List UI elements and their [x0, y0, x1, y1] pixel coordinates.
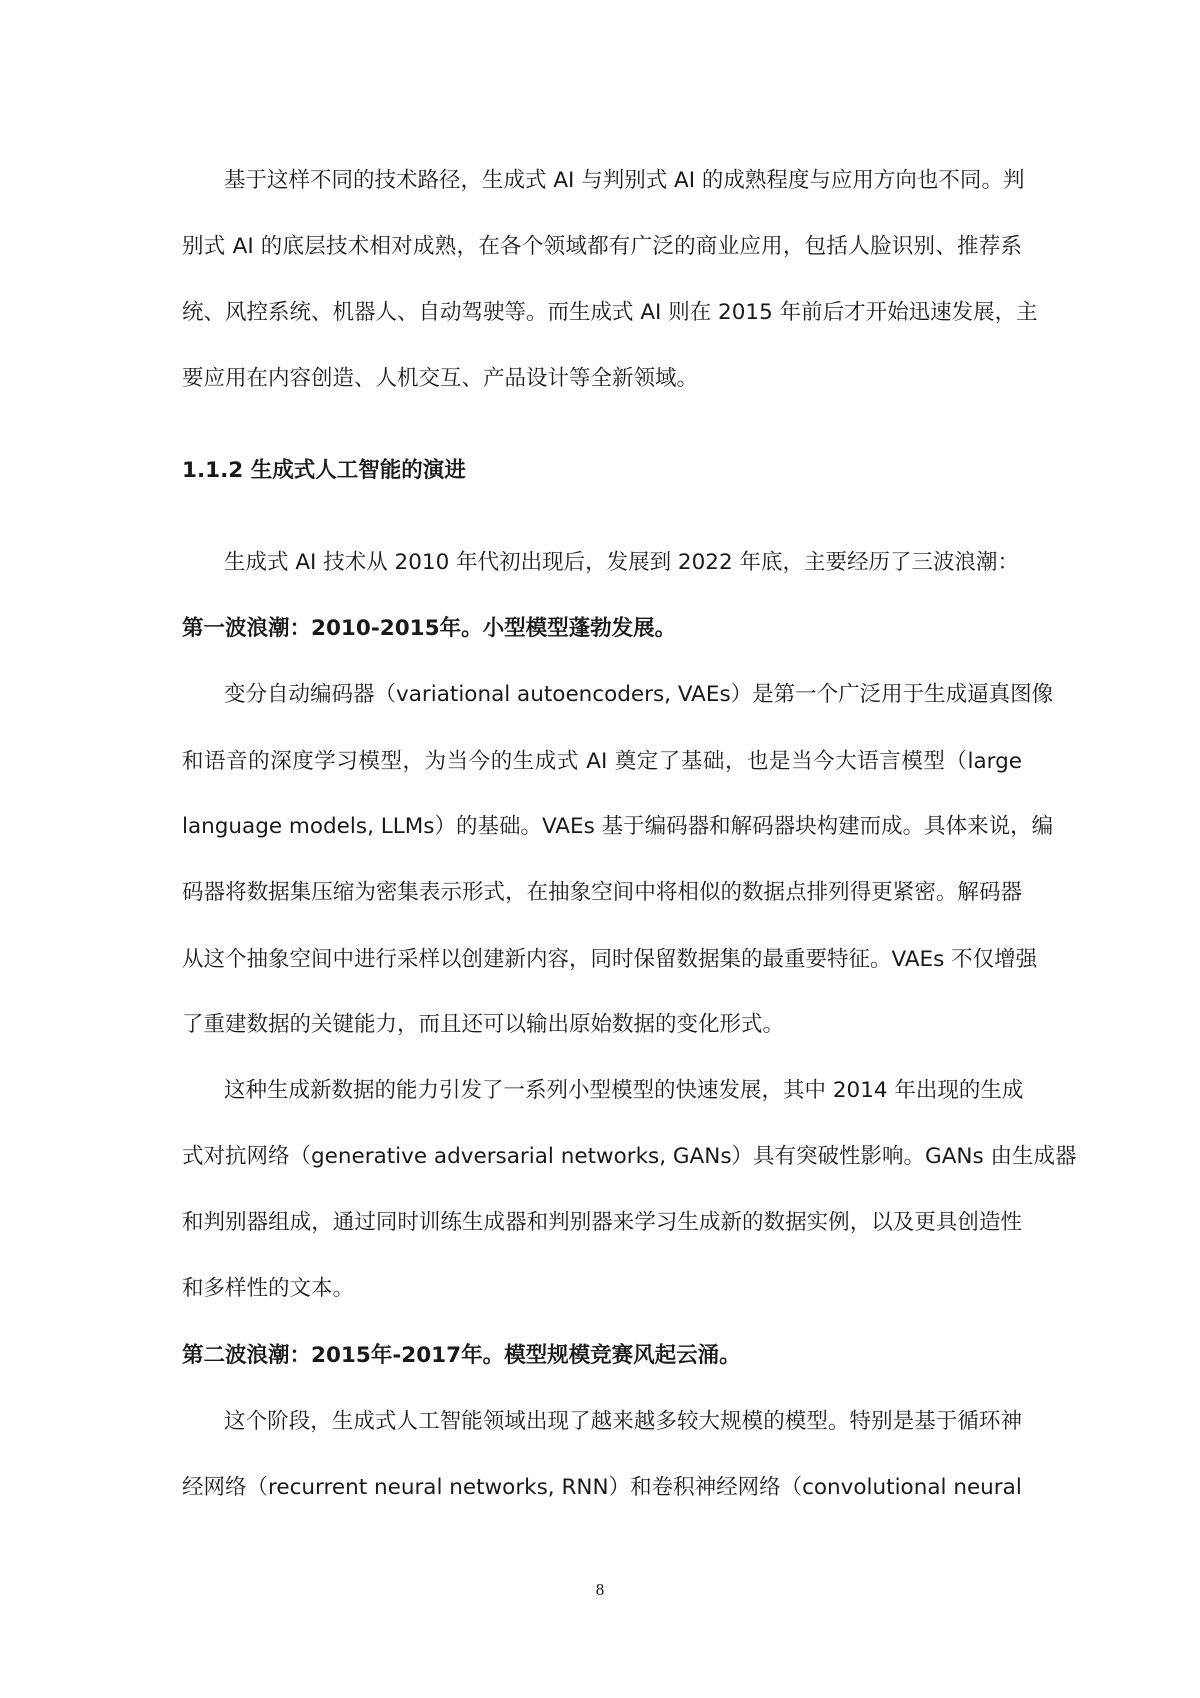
paragraph-line: 这种生成新数据的能力引发了一系列小型模型的快速发展，其中 2014 年出现的生成 [224, 1078, 1024, 1103]
section-heading: 1.1.2 生成式人工智能的演进 [182, 458, 466, 483]
paragraph-line: 码器将数据集压缩为密集表示形式，在抽象空间中将相似的数据点排列得更紧密。解码器 [182, 880, 1022, 905]
wave1-heading: 第一波浪潮：2010-2015年。小型模型蓬勃发展。 [182, 616, 677, 641]
page-number: 8 [595, 1580, 605, 1599]
paragraph-line: 和判别器组成，通过同时训练生成器和判别器来学习生成新的数据实例，以及更具创造性 [182, 1210, 1022, 1235]
paragraph-line: 别式 AI 的底层技术相对成熟，在各个领域都有广泛的商业应用，包括人脸识别、推荐系 [182, 234, 1022, 259]
paragraph-line: 这个阶段，生成式人工智能领域出现了越来越多较大规模的模型。特别是基于循环神 [224, 1409, 1022, 1434]
paragraph-line: 经网络（recurrent neural networks, RNN）和卷积神经网络（convolutional neural [182, 1475, 1022, 1500]
paragraph-line: 和语音的深度学习模型，为当今的生成式 AI 奠定了基础，也是当今大语言模型（large [182, 749, 1022, 774]
wave2-heading: 第二波浪潮：2015年-2017年。模型规模竞赛风起云涌。 [182, 1343, 741, 1368]
paragraph-line: 变分自动编码器（variational autoencoders, VAEs）是第一个广泛用于生成逼真图像 [224, 682, 1054, 707]
paragraph-line: 从这个抽象空间中进行采样以创建新内容，同时保留数据集的最重要特征。VAEs 不仅增强 [182, 947, 1038, 972]
paragraph-line: 生成式 AI 技术从 2010 年代初出现后，发展到 2022 年底，主要经历了三波浪潮： [224, 550, 1019, 575]
paragraph-line: 式对抗网络（generative adversarial networks, GANs）具有突破性影响。GANs 由生成器 [182, 1144, 1077, 1169]
paragraph-line: 和多样性的文本。 [182, 1276, 355, 1301]
paragraph-line: 基于这样不同的技术路径，生成式 AI 与判别式 AI 的成熟程度与应用方向也不同。判 [224, 168, 1025, 193]
paragraph-line: 了重建数据的关键能力，而且还可以输出原始数据的变化形式。 [182, 1012, 785, 1037]
paragraph-line: language models, LLMs）的基础。VAEs 基于编码器和解码器块构建而成。具体来说，编 [182, 814, 1054, 839]
paragraph-line: 统、风控系统、机器人、自动驾驶等。而生成式 AI 则在 2015 年前后才开始迅速发展，主 [182, 300, 1038, 325]
paragraph-line: 要应用在内容创造、人机交互、产品设计等全新领域。 [182, 366, 699, 391]
